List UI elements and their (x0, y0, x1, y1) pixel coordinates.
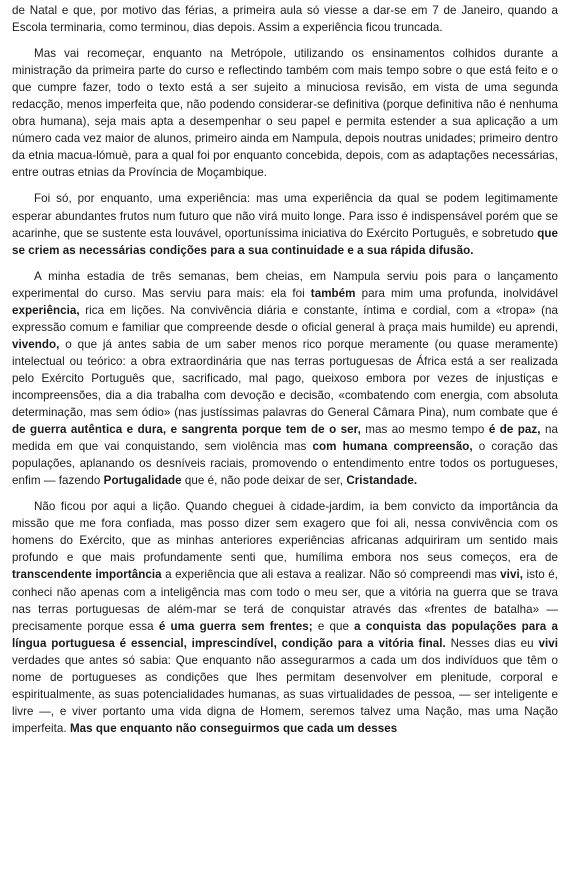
bold-text-segment: vivi, (500, 568, 523, 582)
text-segment: a experiência que ali estava a realizar. Não só compreendi mas (161, 568, 501, 582)
text-segment: Nesses dias eu (445, 636, 539, 650)
text-segment: mas ao mesmo tempo (360, 423, 489, 437)
bold-text-segment: a conquista das populações para a língua portuguesa é essencial, imprescindível, condição para a vitória final. (12, 619, 558, 650)
text-segment: que é, não pode deixar de ser, (181, 474, 347, 488)
text-segment: A minha estadia de três semanas, bem cheias, em Nampula serviu pois para o lançamento experimental do curso. Mas serviu para mais: ela foi (12, 269, 558, 300)
text-segment: Não ficou por aqui a lição. Quando cheguei à cidade-jardim, ia bem convicto da importância da missão que me fora confiada, mas posso dizer sem exagero que foi ali, nessa convivência com os homens do Exército, que as minhas anteriores experiências africanas adquiriram um sentido mais profundo e que mais profundamente senti que, humílima embora nos seus começos, era de (12, 500, 558, 565)
text-segment: isto é, conheci não apenas com a inteligência mas com todo o meu ser, que a vitória na guerra que se trava nas terras portuguesas de além-mar se terá de conquistar através das «frentes de batalha» — precisamente porque essa (12, 568, 558, 633)
bold-text-segment: vivendo, (12, 337, 60, 351)
bold-text-segment: Portugalidade (103, 474, 182, 488)
text-segment: de Natal e que, por motivo das férias, a primeira aula só viesse a dar-se em 7 de Janeiro, quando a Escola terminaria, como terminou, dias depois. Assim a experiência ficou truncada. (12, 4, 558, 35)
text-segment: o que já antes sabia de um saber menos rico porque meramente (ou quase meramente) intelectual ou teórico: a obra extraordinária que nas terras portuguesas de África está a ser realizada pelo Exército Português que, sacrificado, mal pago, queixoso embora por vezes de injustiças e incompreensões, dia a dia trabalha com devoção e decisão, «combatendo com energia, com absoluta determinação, mas sem ódio» (nas justíssimas palavras do General Câmara Pina), num combate que é (12, 337, 558, 420)
text-segment: na medida em que vai conquistando, sem violência mas (12, 423, 558, 454)
paragraph (12, 190, 558, 258)
text-segment: Mas vai recomeçar, enquanto na Metrópole, utilizando os ensinamentos colhidos durante a ministração da primeira parte do curso e reflectindo também com mais tempo sobre o que está feito e o que cumpre fazer, todo o texto está a ser sujeito a minuciosa revisão, em vista de uma segunda redacção, menos imperfeita que, não podendo considerar-se definitiva (porque definitiva não é nenhuma obra humana), seja mais apta a desempenhar o seu papel e permita estender a sua aplicação a um número cada vez maior de alunos, primeiro ainda em Nampula, depois noutras unidades; primeiro dentro da etnia macua-lómuè, para a qual foi por enquanto concebida, depois, com as adaptações necessárias, entre outras etnias da Província de Moçambique. (12, 47, 558, 180)
text-segment: Foi só, por enquanto, uma experiência: mas uma experiência da qual se podem legitimamente esperar abundantes frutos num futuro que não virá muito longe. Para isso é indispensável porém que se acarinhe, que se sustente esta louvável, oportuníssima iniciativa do Exército Português, e sobretudo (12, 192, 558, 240)
paragraph (12, 268, 558, 490)
bold-text-segment: Cristandade. (346, 474, 418, 488)
paragraph (12, 45, 558, 181)
paragraph (12, 2, 558, 36)
text-segment: para mim uma profunda, inolvidável (355, 286, 558, 300)
text-segment: o coração das populações, aplanando os desníveis raciais, promovendo o entendimento entre todos os portugueses, enfim — fazendo (12, 440, 558, 488)
bold-text-segment: Mas que enquanto não conseguirmos que cada um desses (69, 721, 398, 735)
bold-text-segment: também (310, 286, 356, 300)
text-segment: rica em lições. Na convivência diária e constante, íntima e cordial, com a «tropa» (na expressão comum e familiar que compreende desde o oficial general à praça mais humilde) eu aprendi, (12, 303, 558, 334)
text-segment: e que (312, 619, 355, 633)
bold-text-segment: de guerra autêntica e dura, e sangrenta porque tem de o ser, (12, 423, 361, 437)
bold-text-segment: é uma guerra sem frentes; (158, 619, 313, 633)
bold-text-segment: experiência, (12, 303, 80, 317)
bold-text-segment: vivi (538, 636, 558, 650)
bold-text-segment: transcendente importância (12, 568, 162, 582)
bold-text-segment: com humana compreensão, (312, 440, 473, 454)
paragraph (12, 498, 558, 737)
text-segment: verdades que antes só sabia: Que enquanto não assegurarmos a cada um dos indivíduos que têm o nome de portugueses as condições que lhes permitam desenvolver em plenitude, corporal e espiritualmente, as suas potencialidades humanas, as suas virtualidades de pessoa, — ser inteligente e livre —, e viver portanto uma vida digna de Homem, seremos talvez uma Nação, mas uma Nação imperfeita. (12, 653, 558, 735)
bold-text-segment: que se criem as necessárias condições para a sua continuidade e a sua rápida difusão. (12, 226, 558, 257)
bold-text-segment: é de paz, (488, 423, 541, 437)
